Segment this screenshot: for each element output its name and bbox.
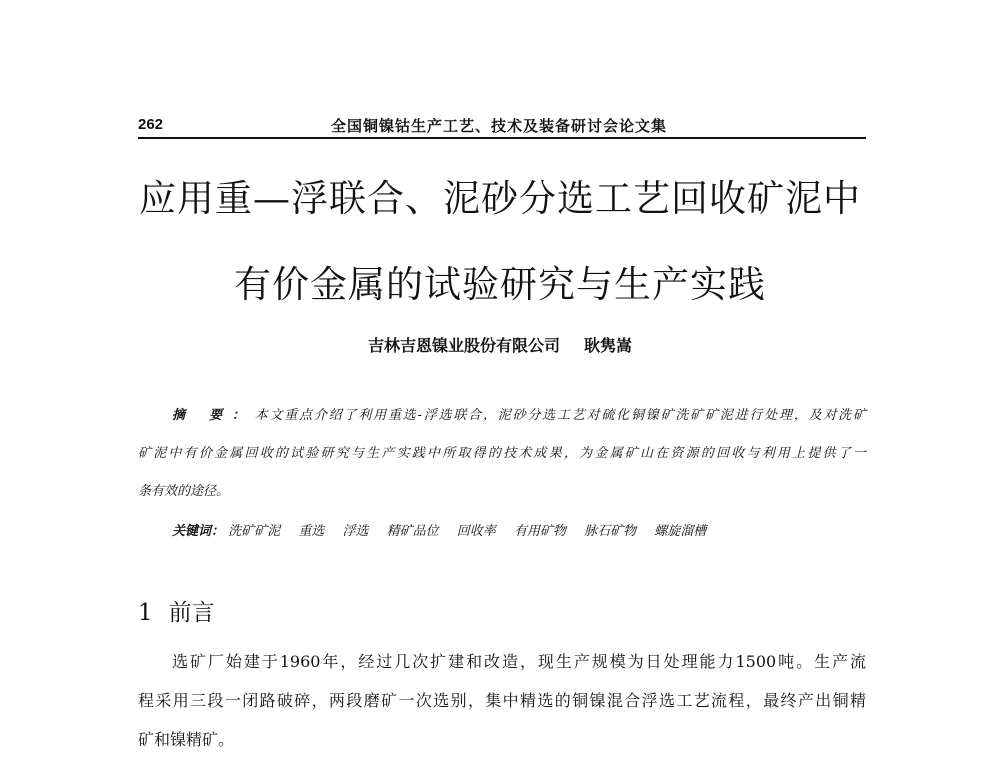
abstract-line-1 — [172, 404, 866, 423]
header-rule — [138, 137, 866, 139]
keywords-line — [172, 520, 720, 539]
author-affiliation: 吉林吉恩镍业股份有限公司 — [367, 336, 560, 355]
page-number: 262 — [138, 116, 164, 133]
keyword-item: 螺旋溜槽 — [654, 524, 707, 539]
paragraph-line-3: 矿和镍精矿。 — [138, 730, 235, 749]
author-name: 耿隽嵩 — [584, 336, 633, 355]
author-line — [0, 333, 1000, 356]
keyword-item: 脉石矿物 — [584, 524, 637, 539]
running-header: 全国铜镍钴生产工艺、技术及装备研讨会论文集 — [331, 117, 668, 135]
section-number: 1 — [138, 600, 153, 626]
keyword-item: 洗矿矿泥 — [228, 524, 281, 539]
keywords-label: 关键词： — [172, 524, 225, 539]
abstract-line-2: 矿泥中有价金属回收的试验研究与生产实践中所取得的技术成果，为金属矿山在资源的回收与利用上提供了一 — [138, 446, 866, 461]
keyword-item: 精矿品位 — [386, 524, 439, 539]
paragraph-line-2: 程采用三段一闭路破碎，两段磨矿一次选别，集中精选的铜镍混合浮选工艺流程，最终产出铜精 — [138, 691, 866, 710]
keyword-item: 重选 — [298, 524, 325, 539]
paper-title-line-2: 有价金属的试验研究与生产实践 — [234, 263, 766, 306]
keyword-item: 有用矿物 — [513, 524, 566, 539]
abstract-text-1: 本文重点介绍了利用重选-浮选联合，泥砂分选工艺对硫化铜镍矿洗矿矿泥进行处理，及对洗矿 — [254, 408, 866, 423]
paragraph-line-1: 选矿厂始建于1960年，经过几次扩建和改造，现生产规模为日处理能力1500吨。生产流 — [172, 652, 866, 671]
paper-title-line-1: 应用重—浮联合、泥砂分选工艺回收矿泥中 — [139, 177, 861, 220]
keyword-item: 浮选 — [342, 524, 369, 539]
abstract-line-3: 条有效的途径。 — [138, 484, 230, 499]
abstract-label: 摘 要： — [172, 408, 255, 423]
section-title: 前言 — [168, 600, 215, 626]
keyword-item: 回收率 — [456, 524, 496, 539]
section-heading — [138, 594, 215, 627]
